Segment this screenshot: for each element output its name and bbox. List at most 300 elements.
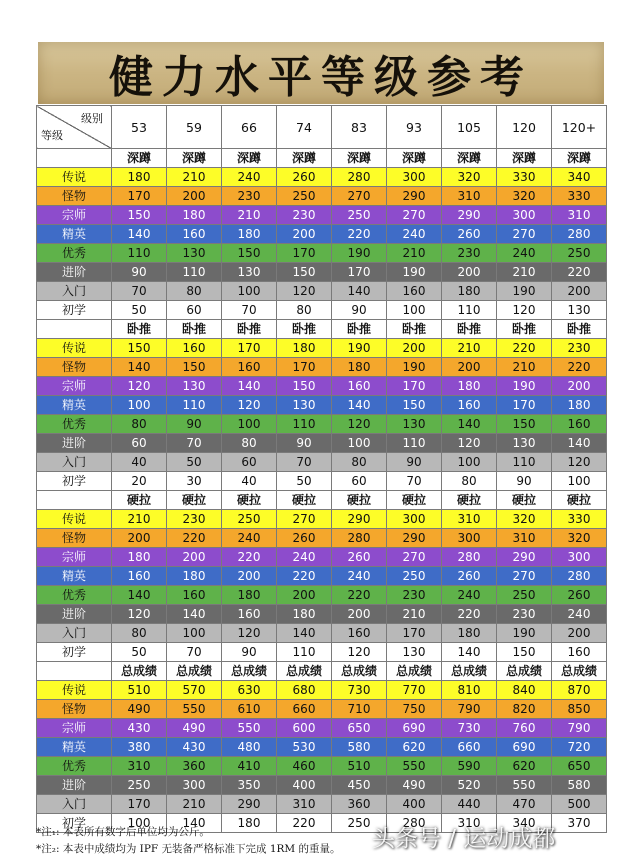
weight-value: 320 bbox=[442, 168, 497, 187]
weight-value: 310 bbox=[277, 795, 332, 814]
weight-value: 110 bbox=[277, 643, 332, 662]
lift-label: 深蹲 bbox=[167, 149, 222, 168]
lift-header-row bbox=[37, 662, 607, 681]
weight-value: 100 bbox=[552, 472, 607, 491]
lift-header-row bbox=[37, 149, 607, 168]
level-row bbox=[37, 700, 607, 719]
weight-value: 200 bbox=[167, 187, 222, 206]
lift-label: 总成绩 bbox=[222, 662, 277, 681]
weight-value: 180 bbox=[442, 624, 497, 643]
level-name: 初学 bbox=[37, 643, 112, 662]
weight-value: 50 bbox=[167, 453, 222, 472]
level-name: 传说 bbox=[37, 339, 112, 358]
weight-value: 270 bbox=[332, 187, 387, 206]
weight-value: 170 bbox=[277, 358, 332, 377]
weight-value: 450 bbox=[332, 776, 387, 795]
level-row bbox=[37, 434, 607, 453]
weight-value: 470 bbox=[497, 795, 552, 814]
weight-class-header: 105 bbox=[442, 106, 497, 149]
level-name: 传说 bbox=[37, 681, 112, 700]
level-row bbox=[37, 586, 607, 605]
lift-header-row bbox=[37, 320, 607, 339]
weight-value: 130 bbox=[167, 244, 222, 263]
weight-value: 690 bbox=[387, 719, 442, 738]
weight-value: 320 bbox=[497, 187, 552, 206]
weight-value: 210 bbox=[167, 168, 222, 187]
weight-value: 190 bbox=[497, 377, 552, 396]
level-row bbox=[37, 624, 607, 643]
weight-value: 220 bbox=[277, 814, 332, 833]
weight-value: 70 bbox=[167, 643, 222, 662]
weight-value: 210 bbox=[167, 795, 222, 814]
weight-value: 660 bbox=[442, 738, 497, 757]
level-row bbox=[37, 206, 607, 225]
lift-header-row bbox=[37, 491, 607, 510]
weight-value: 170 bbox=[387, 624, 442, 643]
weight-value: 110 bbox=[112, 244, 167, 263]
weight-value: 210 bbox=[387, 605, 442, 624]
level-name: 宗师 bbox=[37, 548, 112, 567]
weight-value: 190 bbox=[497, 624, 552, 643]
weight-value: 550 bbox=[222, 719, 277, 738]
weight-value: 250 bbox=[387, 567, 442, 586]
level-name: 进阶 bbox=[37, 263, 112, 282]
lift-label: 硬拉 bbox=[277, 491, 332, 510]
level-row bbox=[37, 377, 607, 396]
weight-value: 280 bbox=[332, 529, 387, 548]
weight-value: 550 bbox=[167, 700, 222, 719]
weight-value: 80 bbox=[332, 453, 387, 472]
level-name: 怪物 bbox=[37, 529, 112, 548]
weight-value: 100 bbox=[442, 453, 497, 472]
weight-value: 250 bbox=[222, 510, 277, 529]
weight-value: 230 bbox=[387, 586, 442, 605]
weight-value: 130 bbox=[387, 415, 442, 434]
weight-value: 230 bbox=[167, 510, 222, 529]
weight-value: 110 bbox=[442, 301, 497, 320]
footnote: *注₁: 本表所有数字后单位均为公斤。 bbox=[36, 826, 210, 838]
weight-value: 160 bbox=[112, 567, 167, 586]
blank-cell bbox=[37, 662, 112, 681]
level-name: 宗师 bbox=[37, 377, 112, 396]
lift-label: 总成绩 bbox=[497, 662, 552, 681]
level-name: 宗师 bbox=[37, 206, 112, 225]
blank-cell bbox=[37, 491, 112, 510]
weight-value: 550 bbox=[387, 757, 442, 776]
level-row bbox=[37, 795, 607, 814]
weight-value: 150 bbox=[277, 377, 332, 396]
weight-value: 240 bbox=[387, 225, 442, 244]
weight-value: 20 bbox=[112, 472, 167, 491]
weight-value: 840 bbox=[497, 681, 552, 700]
weight-value: 310 bbox=[497, 529, 552, 548]
weight-value: 240 bbox=[222, 168, 277, 187]
weight-value: 140 bbox=[222, 377, 277, 396]
weight-value: 170 bbox=[332, 263, 387, 282]
lift-label: 深蹲 bbox=[332, 149, 387, 168]
lift-label: 深蹲 bbox=[112, 149, 167, 168]
weight-value: 160 bbox=[332, 377, 387, 396]
weight-value: 510 bbox=[112, 681, 167, 700]
weight-value: 120 bbox=[277, 282, 332, 301]
lift-label: 硬拉 bbox=[387, 491, 442, 510]
weight-value: 90 bbox=[387, 453, 442, 472]
weight-value: 170 bbox=[387, 377, 442, 396]
weight-value: 510 bbox=[332, 757, 387, 776]
weight-class-header: 59 bbox=[167, 106, 222, 149]
level-row bbox=[37, 567, 607, 586]
weight-value: 270 bbox=[387, 206, 442, 225]
weight-value: 650 bbox=[552, 757, 607, 776]
weight-value: 310 bbox=[442, 187, 497, 206]
weight-value: 220 bbox=[332, 586, 387, 605]
lift-label: 卧推 bbox=[277, 320, 332, 339]
weight-value: 50 bbox=[277, 472, 332, 491]
weight-value: 170 bbox=[277, 244, 332, 263]
weight-value: 210 bbox=[222, 206, 277, 225]
weight-value: 270 bbox=[277, 510, 332, 529]
weight-value: 180 bbox=[167, 206, 222, 225]
weight-value: 260 bbox=[442, 225, 497, 244]
level-name: 进阶 bbox=[37, 434, 112, 453]
weight-value: 150 bbox=[387, 396, 442, 415]
weight-value: 350 bbox=[222, 776, 277, 795]
weight-value: 90 bbox=[222, 643, 277, 662]
weight-value: 310 bbox=[442, 510, 497, 529]
weight-value: 290 bbox=[387, 529, 442, 548]
weight-value: 160 bbox=[167, 339, 222, 358]
weight-value: 140 bbox=[112, 586, 167, 605]
weight-value: 110 bbox=[277, 415, 332, 434]
weight-value: 180 bbox=[277, 339, 332, 358]
weight-value: 140 bbox=[552, 434, 607, 453]
weight-value: 170 bbox=[222, 339, 277, 358]
weight-value: 250 bbox=[497, 586, 552, 605]
weight-value: 180 bbox=[332, 358, 387, 377]
weight-value: 330 bbox=[552, 510, 607, 529]
weight-value: 180 bbox=[222, 586, 277, 605]
level-row bbox=[37, 301, 607, 320]
weight-value: 190 bbox=[387, 358, 442, 377]
weight-value: 120 bbox=[222, 396, 277, 415]
weight-value: 170 bbox=[112, 187, 167, 206]
lift-label: 硬拉 bbox=[332, 491, 387, 510]
weight-value: 260 bbox=[332, 548, 387, 567]
level-row bbox=[37, 510, 607, 529]
level-name: 初学 bbox=[37, 814, 112, 833]
weight-value: 240 bbox=[552, 605, 607, 624]
weight-value: 110 bbox=[387, 434, 442, 453]
weight-value: 70 bbox=[277, 453, 332, 472]
level-row bbox=[37, 263, 607, 282]
weight-value: 120 bbox=[112, 605, 167, 624]
weight-value: 90 bbox=[497, 472, 552, 491]
lift-label: 卧推 bbox=[552, 320, 607, 339]
lift-label: 卧推 bbox=[167, 320, 222, 339]
weight-value: 630 bbox=[222, 681, 277, 700]
weight-value: 400 bbox=[387, 795, 442, 814]
weight-value: 90 bbox=[167, 415, 222, 434]
level-name: 怪物 bbox=[37, 700, 112, 719]
weight-value: 730 bbox=[332, 681, 387, 700]
weight-value: 620 bbox=[497, 757, 552, 776]
level-name: 宗师 bbox=[37, 719, 112, 738]
level-row bbox=[37, 719, 607, 738]
level-row bbox=[37, 529, 607, 548]
lift-label: 卧推 bbox=[112, 320, 167, 339]
weight-value: 190 bbox=[332, 339, 387, 358]
footnote: *注₂: 本表中成绩均为 IPF 无装备严格标准下完成 1RM 的重量。 bbox=[36, 843, 341, 855]
weight-value: 290 bbox=[222, 795, 277, 814]
weight-value: 140 bbox=[332, 396, 387, 415]
weight-value: 200 bbox=[112, 529, 167, 548]
weight-value: 590 bbox=[442, 757, 497, 776]
weight-value: 180 bbox=[167, 567, 222, 586]
level-row bbox=[37, 681, 607, 700]
weight-value: 200 bbox=[442, 358, 497, 377]
level-row bbox=[37, 605, 607, 624]
weight-value: 160 bbox=[387, 282, 442, 301]
weight-class-header: 74 bbox=[277, 106, 332, 149]
weight-value: 750 bbox=[387, 700, 442, 719]
level-row bbox=[37, 738, 607, 757]
lift-label: 卧推 bbox=[332, 320, 387, 339]
weight-value: 70 bbox=[222, 301, 277, 320]
weight-value: 90 bbox=[112, 263, 167, 282]
lift-label: 总成绩 bbox=[387, 662, 442, 681]
lift-label: 总成绩 bbox=[167, 662, 222, 681]
weight-value: 260 bbox=[277, 168, 332, 187]
weight-value: 160 bbox=[332, 624, 387, 643]
level-name: 初学 bbox=[37, 472, 112, 491]
weight-value: 180 bbox=[442, 282, 497, 301]
weight-value: 380 bbox=[112, 738, 167, 757]
weight-value: 140 bbox=[167, 605, 222, 624]
weight-value: 150 bbox=[497, 415, 552, 434]
weight-value: 430 bbox=[112, 719, 167, 738]
weight-value: 270 bbox=[497, 225, 552, 244]
weight-value: 280 bbox=[387, 814, 442, 833]
weight-value: 80 bbox=[442, 472, 497, 491]
weight-class-header: 53 bbox=[112, 106, 167, 149]
weight-value: 200 bbox=[277, 225, 332, 244]
weight-value: 120 bbox=[222, 624, 277, 643]
weight-value: 150 bbox=[112, 206, 167, 225]
weight-value: 200 bbox=[222, 567, 277, 586]
level-label: 等级 bbox=[41, 129, 63, 142]
weight-value: 220 bbox=[167, 529, 222, 548]
weight-value: 690 bbox=[497, 738, 552, 757]
weight-value: 180 bbox=[222, 814, 277, 833]
header-row bbox=[37, 106, 607, 149]
weight-value: 180 bbox=[112, 168, 167, 187]
blank-cell bbox=[37, 149, 112, 168]
level-row bbox=[37, 776, 607, 795]
weight-value: 220 bbox=[442, 605, 497, 624]
weight-value: 100 bbox=[222, 415, 277, 434]
weight-value: 270 bbox=[497, 567, 552, 586]
weight-value: 440 bbox=[442, 795, 497, 814]
weight-value: 230 bbox=[442, 244, 497, 263]
level-row bbox=[37, 282, 607, 301]
lift-label: 深蹲 bbox=[222, 149, 277, 168]
weight-value: 660 bbox=[277, 700, 332, 719]
weight-value: 360 bbox=[332, 795, 387, 814]
level-name: 精英 bbox=[37, 396, 112, 415]
weight-value: 80 bbox=[112, 624, 167, 643]
weight-class-label: 级别 bbox=[81, 112, 103, 125]
weight-value: 110 bbox=[167, 263, 222, 282]
weight-value: 300 bbox=[387, 168, 442, 187]
weight-value: 290 bbox=[497, 548, 552, 567]
lift-label: 总成绩 bbox=[277, 662, 332, 681]
weight-value: 410 bbox=[222, 757, 277, 776]
weight-value: 620 bbox=[387, 738, 442, 757]
weight-value: 500 bbox=[552, 795, 607, 814]
weight-value: 160 bbox=[552, 643, 607, 662]
weight-value: 300 bbox=[552, 548, 607, 567]
weight-value: 60 bbox=[112, 434, 167, 453]
weight-value: 180 bbox=[277, 605, 332, 624]
strength-level-table bbox=[36, 105, 607, 833]
weight-value: 260 bbox=[552, 586, 607, 605]
lift-label: 硬拉 bbox=[442, 491, 497, 510]
weight-value: 430 bbox=[167, 738, 222, 757]
weight-value: 240 bbox=[497, 244, 552, 263]
weight-value: 520 bbox=[442, 776, 497, 795]
weight-value: 200 bbox=[552, 624, 607, 643]
weight-value: 230 bbox=[497, 605, 552, 624]
lift-label: 硬拉 bbox=[552, 491, 607, 510]
level-row bbox=[37, 244, 607, 263]
weight-value: 280 bbox=[332, 168, 387, 187]
weight-value: 200 bbox=[332, 605, 387, 624]
level-name: 入门 bbox=[37, 453, 112, 472]
level-name: 优秀 bbox=[37, 244, 112, 263]
lift-label: 卧推 bbox=[442, 320, 497, 339]
weight-value: 240 bbox=[442, 586, 497, 605]
weight-value: 310 bbox=[112, 757, 167, 776]
weight-value: 130 bbox=[222, 263, 277, 282]
weight-value: 290 bbox=[442, 206, 497, 225]
level-name: 优秀 bbox=[37, 415, 112, 434]
weight-value: 210 bbox=[497, 263, 552, 282]
weight-value: 130 bbox=[387, 643, 442, 662]
weight-value: 550 bbox=[497, 776, 552, 795]
weight-value: 870 bbox=[552, 681, 607, 700]
lift-label: 深蹲 bbox=[497, 149, 552, 168]
level-row bbox=[37, 643, 607, 662]
watermark: 头条号 / 运动成都 bbox=[372, 826, 556, 852]
lift-label: 硬拉 bbox=[497, 491, 552, 510]
weight-value: 140 bbox=[112, 358, 167, 377]
weight-value: 140 bbox=[442, 415, 497, 434]
weight-value: 730 bbox=[442, 719, 497, 738]
weight-value: 580 bbox=[332, 738, 387, 757]
weight-value: 40 bbox=[112, 453, 167, 472]
level-row bbox=[37, 225, 607, 244]
level-row bbox=[37, 757, 607, 776]
weight-value: 300 bbox=[167, 776, 222, 795]
weight-value: 50 bbox=[112, 643, 167, 662]
weight-value: 70 bbox=[387, 472, 442, 491]
level-name: 精英 bbox=[37, 738, 112, 757]
weight-value: 340 bbox=[552, 168, 607, 187]
weight-class-header: 120 bbox=[497, 106, 552, 149]
weight-value: 720 bbox=[552, 738, 607, 757]
level-row bbox=[37, 168, 607, 187]
weight-value: 220 bbox=[497, 339, 552, 358]
weight-value: 580 bbox=[552, 776, 607, 795]
weight-value: 530 bbox=[277, 738, 332, 757]
level-row bbox=[37, 472, 607, 491]
weight-value: 160 bbox=[167, 586, 222, 605]
weight-value: 810 bbox=[442, 681, 497, 700]
weight-value: 100 bbox=[167, 624, 222, 643]
weight-class-header: 66 bbox=[222, 106, 277, 149]
weight-value: 90 bbox=[332, 301, 387, 320]
weight-value: 300 bbox=[387, 510, 442, 529]
level-name: 进阶 bbox=[37, 776, 112, 795]
weight-value: 340 bbox=[497, 814, 552, 833]
level-name: 怪物 bbox=[37, 358, 112, 377]
weight-value: 240 bbox=[222, 529, 277, 548]
weight-value: 320 bbox=[552, 529, 607, 548]
weight-value: 110 bbox=[167, 396, 222, 415]
weight-value: 140 bbox=[332, 282, 387, 301]
weight-value: 320 bbox=[497, 510, 552, 529]
level-row bbox=[37, 187, 607, 206]
lift-label: 硬拉 bbox=[222, 491, 277, 510]
lift-label: 深蹲 bbox=[387, 149, 442, 168]
weight-value: 710 bbox=[332, 700, 387, 719]
weight-value: 280 bbox=[552, 225, 607, 244]
weight-value: 90 bbox=[277, 434, 332, 453]
weight-value: 790 bbox=[552, 719, 607, 738]
weight-value: 130 bbox=[497, 434, 552, 453]
weight-value: 80 bbox=[222, 434, 277, 453]
weight-value: 310 bbox=[552, 206, 607, 225]
weight-value: 210 bbox=[442, 339, 497, 358]
weight-value: 490 bbox=[167, 719, 222, 738]
weight-value: 170 bbox=[112, 795, 167, 814]
weight-value: 770 bbox=[387, 681, 442, 700]
weight-value: 300 bbox=[442, 529, 497, 548]
weight-value: 210 bbox=[387, 244, 442, 263]
lift-label: 总成绩 bbox=[552, 662, 607, 681]
weight-value: 230 bbox=[552, 339, 607, 358]
weight-value: 370 bbox=[552, 814, 607, 833]
weight-value: 200 bbox=[552, 377, 607, 396]
weight-value: 140 bbox=[442, 643, 497, 662]
weight-value: 170 bbox=[497, 396, 552, 415]
level-name: 传说 bbox=[37, 168, 112, 187]
weight-value: 160 bbox=[442, 396, 497, 415]
weight-value: 460 bbox=[277, 757, 332, 776]
level-name: 精英 bbox=[37, 567, 112, 586]
weight-value: 160 bbox=[167, 225, 222, 244]
weight-value: 80 bbox=[112, 415, 167, 434]
level-row bbox=[37, 453, 607, 472]
weight-value: 150 bbox=[167, 358, 222, 377]
weight-value: 160 bbox=[552, 415, 607, 434]
weight-value: 210 bbox=[112, 510, 167, 529]
weight-value: 150 bbox=[222, 244, 277, 263]
weight-value: 300 bbox=[497, 206, 552, 225]
weight-value: 100 bbox=[332, 434, 387, 453]
level-row bbox=[37, 548, 607, 567]
weight-value: 160 bbox=[222, 358, 277, 377]
